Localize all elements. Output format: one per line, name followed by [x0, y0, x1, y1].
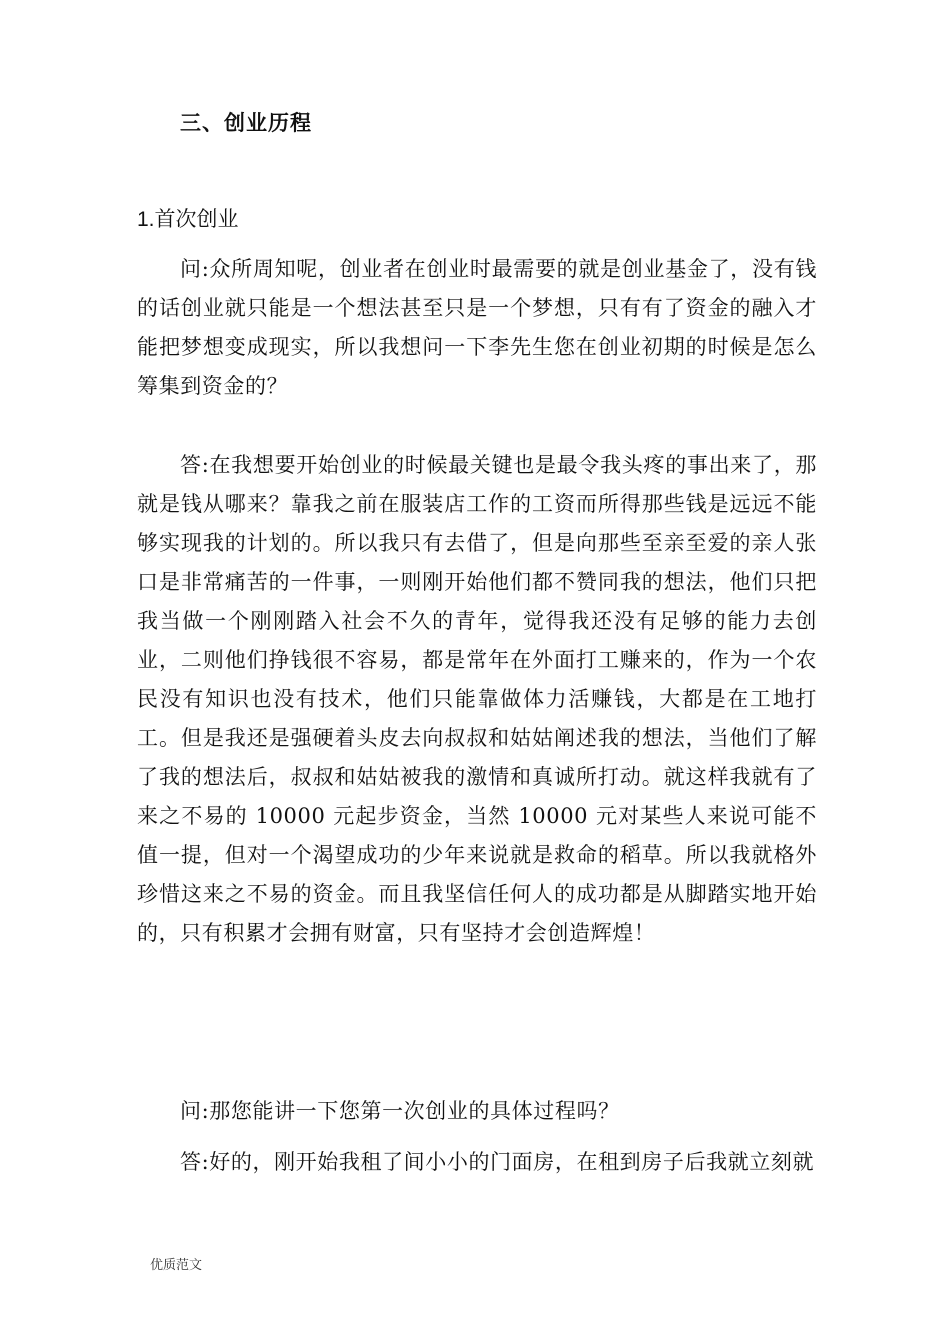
answer-paragraph-2: 答:好的，刚开始我租了间小小的门面房，在租到房子后我就立刻就 — [180, 1150, 815, 1174]
section-title: 三、创业历程 — [180, 111, 312, 135]
footer-watermark: 优质范文 — [150, 1258, 203, 1273]
subsection-heading — [137, 203, 239, 233]
subsection-number: 1. — [137, 208, 155, 231]
answer-paragraph-1: 答:在我想要开始创业的时候最关键也是最令我头疼的事出来了，那就是钱从哪来？靠我之前在服装店工作的工资而所得那些钱是远远不能够实现我的计划的。所以我只有去借了，但是向那些至亲至爱的亲人张口是非常痛苦的一件事，一则刚开始他们都不赞同我的想法，他们只把我当做一个刚刚踏入社会不久的青年，觉得我还没有足够的能力去创业，二则他们挣钱很不容易，都是常年在外面打工赚来的，作为一个农民没有知识也没有技术，他们只能靠做体力活赚钱，大都是在工地打工。但是我还是强硬着头皮去向叔叔和姑姑阐述我的想法，当他们了解了我的想法后，叔叔和姑姑被我的激情和真诚所打动。就这样我就有了来之不易的 10000 元起步资金，当然 10000 元对某些人来说可能不值一提，但对一个渴望成功的少年来说就是救命的稻草。所以我就格外珍惜这来之不易的资金。而且我坚信任何人的成功都是从脚踏实地开始的，只有积累才会拥有财富，只有坚持才会创造辉煌！ — [137, 453, 817, 945]
subsection-title: 首次创业 — [154, 207, 239, 231]
question-paragraph-1: 问:众所周知呢，创业者在创业时最需要的就是创业基金了，没有钱的话创业就只能是一个想法甚至只是一个梦想，只有有了资金的融入才能把梦想变成现实，所以我想问一下李先生您在创业初期的时候是怎么筹集到资金的？ — [137, 257, 817, 398]
question-paragraph-2: 问:那您能讲一下您第一次创业的具体过程吗？ — [180, 1099, 620, 1123]
